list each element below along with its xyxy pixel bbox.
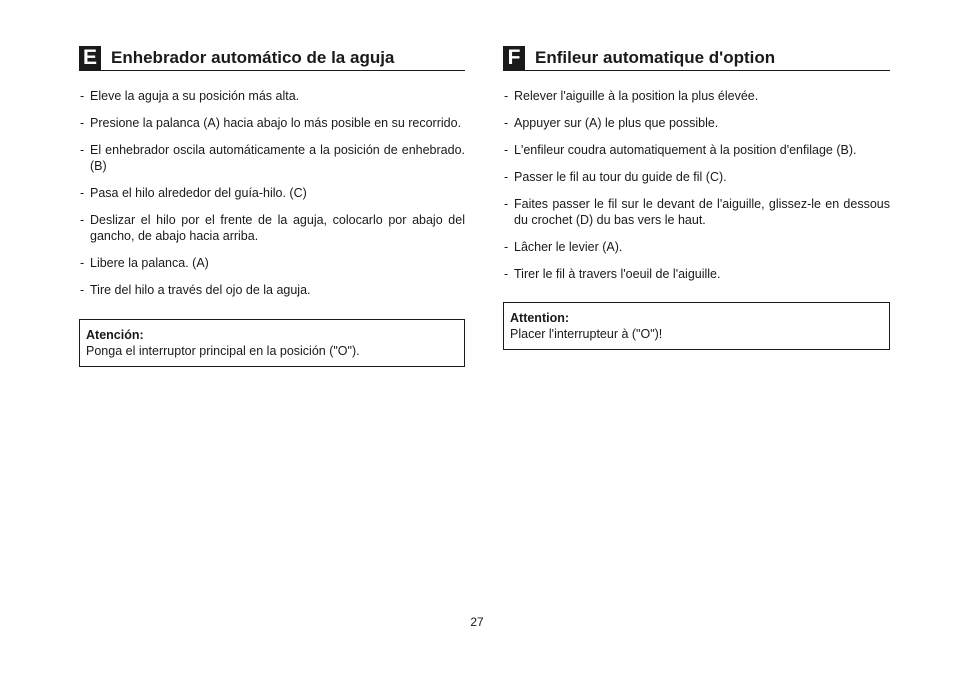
attention-box-f [503, 302, 890, 350]
section-e [79, 45, 465, 367]
step-text: El enhebrador oscila automáticamente a la posición de enhebrado. (B) [90, 143, 465, 173]
dash-bullet: - [80, 116, 85, 130]
language-badge-f: F [503, 46, 525, 70]
step-text: Tire del hilo a través del ojo de la aguja. [90, 283, 311, 297]
attention-box-e [79, 319, 465, 367]
dash-bullet: - [504, 197, 509, 211]
step-item [79, 185, 465, 201]
dash-bullet: - [504, 240, 509, 254]
section-e-steps [79, 88, 465, 298]
section-f-title: Enfileur automatique d'option [535, 47, 776, 67]
step-item [503, 239, 890, 255]
section-f [503, 45, 890, 350]
section-e-heading [79, 45, 465, 71]
dash-bullet: - [80, 256, 85, 270]
dash-bullet: - [504, 170, 509, 184]
language-badge-e: E [79, 46, 101, 70]
dash-bullet: - [80, 283, 85, 297]
step-item [503, 169, 890, 185]
step-item [79, 115, 465, 131]
dash-bullet: - [504, 267, 509, 281]
step-text: Eleve la aguja a su posición más alta. [90, 89, 300, 103]
step-item [79, 255, 465, 271]
step-text: Libere la palanca. (A) [90, 256, 209, 270]
step-item [503, 142, 890, 158]
dash-bullet: - [504, 89, 509, 103]
attention-title: Atención: [86, 328, 144, 342]
section-f-heading [503, 45, 890, 71]
step-text: Relever l'aiguille à la position la plus élevée. [514, 89, 759, 103]
step-item [79, 142, 465, 174]
step-item [79, 282, 465, 298]
step-text: Lâcher le levier (A). [514, 240, 623, 254]
dash-bullet: - [80, 213, 85, 227]
step-item [503, 196, 890, 228]
dash-bullet: - [504, 116, 509, 130]
attention-text: Placer l'interrupteur à ("O")! [510, 327, 663, 341]
page-number: 27 [470, 615, 484, 629]
step-text: L'enfileur coudra automatiquement à la position d'enfilage (B). [514, 143, 857, 157]
step-text: Appuyer sur (A) le plus que possible. [514, 116, 719, 130]
step-text: Deslizar el hilo por el frente de la aguja, colocarlo por abajo del gancho, de abajo hacia arriba. [90, 213, 465, 243]
section-f-steps [503, 88, 890, 282]
dash-bullet: - [80, 89, 85, 103]
step-text: Tirer le fil à travers l'oeuil de l'aiguille. [514, 267, 721, 281]
dash-bullet: - [80, 143, 85, 157]
dash-bullet: - [80, 186, 85, 200]
dash-bullet: - [504, 143, 509, 157]
step-item [503, 88, 890, 104]
attention-title: Attention: [510, 311, 570, 325]
step-item [503, 266, 890, 282]
step-text: Passer le fil au tour du guide de fil (C). [514, 170, 727, 184]
section-e-title: Enhebrador automático de la aguja [111, 47, 395, 67]
step-text: Pasa el hilo alrededor del guía-hilo. (C) [90, 186, 307, 200]
step-item [79, 88, 465, 104]
step-item [79, 212, 465, 244]
step-text: Faites passer le fil sur le devant de l'aiguille, glissez-le en dessous du crochet (D) du bas vers le haut. [514, 197, 890, 227]
attention-text: Ponga el interruptor principal en la posición ("O"). [86, 344, 360, 358]
step-item [503, 115, 890, 131]
step-text: Presione la palanca (A) hacia abajo lo más posible en su recorrido. [90, 116, 462, 130]
